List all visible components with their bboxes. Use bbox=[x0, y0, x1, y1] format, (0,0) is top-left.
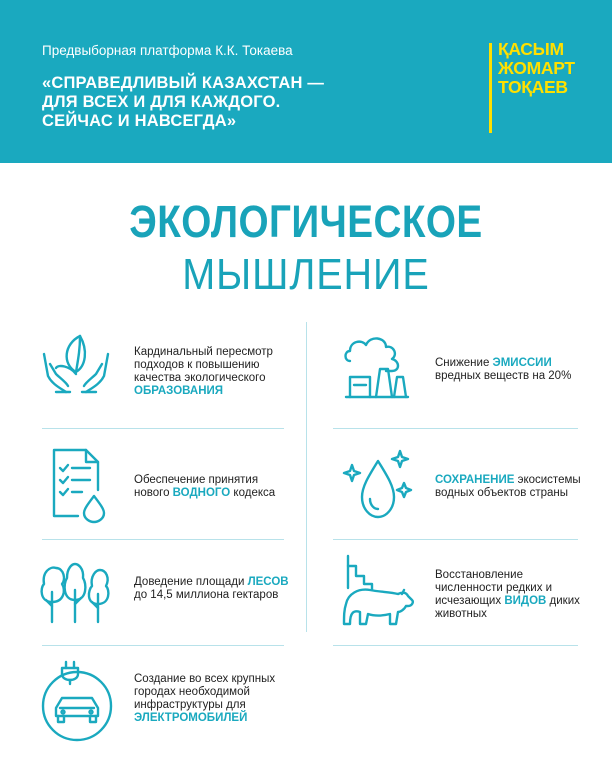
row-divider bbox=[42, 428, 284, 429]
bear-icon bbox=[342, 552, 416, 628]
water-drop-sparkle-icon bbox=[342, 447, 414, 523]
row-divider bbox=[333, 645, 578, 646]
logo-divider bbox=[489, 43, 492, 133]
electric-car-icon bbox=[40, 658, 114, 742]
platform-subtitle: Предвыборная платформа К.К. Токаева bbox=[42, 43, 293, 58]
factory-smoke-icon bbox=[342, 333, 412, 399]
column-divider bbox=[306, 322, 307, 632]
item-text: Доведение площади ЛЕСОВ до 14,5 миллиона гектаров bbox=[134, 576, 289, 601]
page-title-line1: ЭКОЛОГИЧЕСКОЕ bbox=[129, 196, 483, 247]
candidate-logo: ҚАСЫМ ЖОМАРТ ТОҚАЕВ bbox=[498, 39, 575, 97]
hands-leaf-icon bbox=[40, 330, 112, 398]
item-text: СОХРАНЕНИЕ экосистемы водных объектов страны bbox=[435, 474, 581, 499]
item-text: Обеспечение принятия нового ВОДНОГО кодекса bbox=[134, 474, 276, 499]
item-text: Кардинальный пересмотр подходов к повышению качества экологического ОБРАЗОВАНИЯ bbox=[134, 346, 273, 397]
item-text: Восстановление численности редких и исчезающих ВИДОВ диких животных bbox=[435, 569, 580, 620]
document-drop-icon bbox=[48, 446, 108, 524]
row-divider bbox=[333, 539, 578, 540]
page-title-line2: МЫШЛЕНИЕ bbox=[182, 250, 430, 299]
item-text: Создание во всех крупных городах необходимой инфраструктуры для ЭЛЕКТРОМОБИЛЕЙ bbox=[134, 673, 276, 724]
row-divider bbox=[42, 645, 284, 646]
row-divider bbox=[333, 428, 578, 429]
slogan: «СПРАВЕДЛИВЫЙ КАЗАХСТАН — ДЛЯ ВСЕХ И ДЛЯ КАЖДОГО. СЕЙЧАС И НАВСЕГДА» bbox=[42, 74, 325, 130]
item-text: Снижение ЭМИССИИ вредных веществ на 20% bbox=[435, 357, 572, 382]
row-divider bbox=[42, 539, 284, 540]
header-banner bbox=[0, 0, 612, 163]
trees-icon bbox=[38, 562, 112, 624]
